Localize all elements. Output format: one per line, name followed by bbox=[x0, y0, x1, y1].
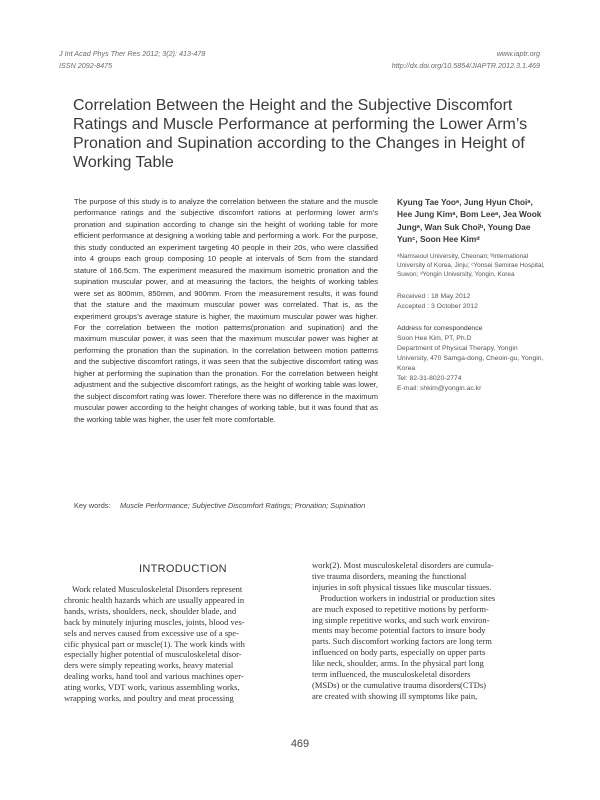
author-info bbox=[397, 196, 545, 394]
accepted-date: Accepted : 3 October 2012 bbox=[397, 302, 478, 310]
correspondence-name: Soon Hee Kim, PT, Ph.D bbox=[397, 334, 472, 342]
issn: ISSN 2092-8475 bbox=[59, 61, 113, 70]
intro-line: are much exposed to repetitive motions by perform- bbox=[312, 603, 489, 614]
intro-line: sels and nerves caused from excessive use of a spe- bbox=[64, 627, 239, 638]
journal-header-right bbox=[392, 48, 540, 72]
received-date: Received : 18 May 2012 bbox=[397, 292, 471, 300]
intro-line: Work related Musculoskeletal Disorders represent bbox=[72, 584, 243, 594]
correspondence bbox=[397, 324, 545, 395]
author-list: Kyung Tae Yooᵃ, Jung Hyun Choiᵃ, Hee Jung Kimᵃ, Bom Leeᵃ, Jea Wook Jungᵃ, Wan Suk Choiᵇ, Young Dae Yunᶜ, Soon Hee Kimᵈ bbox=[397, 197, 542, 245]
doi-link[interactable]: http://dx.doi.org/10.5854/JIAPTR.2012.3.1.469 bbox=[391, 61, 540, 70]
intro-line: dealing works, hand tool and various machines oper- bbox=[64, 671, 244, 682]
intro-line: especially higher potential of musculoskeletal disor- bbox=[64, 649, 242, 660]
intro-line: like neck, shoulder, arms. In the physical part long bbox=[312, 658, 484, 669]
paper-title: Correlation Between the Height and the Subjective Discomfort Ratings and Muscle Performance at performing the Lower Arm’s Pronation and Supination according to the Changes in Height of Working Table bbox=[73, 97, 528, 171]
intro-line: ing simple repetitive works, and such work environ- bbox=[312, 614, 490, 625]
keywords-label: Key words: bbox=[74, 501, 111, 510]
journal-header-left bbox=[59, 48, 205, 72]
intro-right-column bbox=[312, 560, 544, 702]
intro-line: term influenced, the musculoskeletal disorders bbox=[312, 669, 471, 680]
intro-line: (MSDs) or the cumulative trauma disorders(CTDs) bbox=[312, 679, 486, 690]
correspondence-heading: Address for correspondence bbox=[397, 324, 483, 332]
intro-line: tive trauma disorders, meaning the functional bbox=[312, 570, 467, 581]
intro-line: Production workers in industrial or production sites bbox=[320, 592, 496, 603]
intro-left-column bbox=[64, 584, 306, 704]
journal-citation: J Int Acad Phys Ther Res 2012; 3(2): 413-478 bbox=[59, 49, 206, 58]
intro-line: are created with showing ill symptoms like pain, bbox=[312, 690, 478, 701]
affiliations: ᵃNamseoul University, Cheonan; ᵇInternational University of Korea, Jinju; ᶜYonsei Semirae Hospital, Suwon; ᵈYongin University, Yongin, Korea bbox=[397, 252, 545, 279]
intro-line: work(2). Most musculoskeletal disorders are cumula- bbox=[312, 560, 494, 570]
website-link[interactable]: www.iaptr.org bbox=[496, 49, 540, 58]
dates bbox=[397, 292, 545, 312]
intro-line: hands, wrists, shoulders, neck, shoulder blade, and bbox=[64, 605, 237, 616]
intro-line: chronic health hazards which are usually appeared in bbox=[64, 594, 245, 605]
intro-line: influenced on body parts, especially on upper parts bbox=[312, 647, 486, 658]
correspondence-address: Department of Physical Therapy, Yongin University, 470 Samga-dong, Cheoin-gu, Yongin, Korea bbox=[397, 344, 544, 372]
intro-line: ments may become potential factors to insure body bbox=[312, 625, 486, 636]
intro-line: parts. Such discomfort working factors are long term bbox=[312, 636, 492, 647]
correspondence-email[interactable]: E-mail: shkim@yongin.ac.kr bbox=[397, 385, 482, 393]
introduction-heading: INTRODUCTION bbox=[139, 563, 227, 575]
intro-line: injuries in soft physical tissues like muscular tissues. bbox=[312, 581, 492, 592]
intro-line: wrapping works, and poultry and meat processing bbox=[64, 693, 234, 704]
intro-line: ders were simply repeating works, heavy material bbox=[64, 660, 234, 671]
page-number: 469 bbox=[290, 738, 310, 750]
intro-line: cific physical part or muscle(1). The work kinds with bbox=[64, 638, 245, 649]
correspondence-tel: Tel: 82-31-8020-2774 bbox=[397, 374, 462, 382]
keywords-text: Muscle Performance; Subjective Discomfort Ratings; Pronation; Supination bbox=[120, 501, 366, 510]
abstract: The purpose of this study is to analyze the correlation between the stature and the muscle performance ratings and the subjective discomfort rations at performing lower arm’s pronation and supination according to change sin the height of working table for more efficient performance at designing a working table and performing a work. For the purpose, this study conducted an experiment targeting 40 people in their 20s, who were classified into 4 groups each group composing 10 people at intervals of 5cm from the standard stature of 166.5cm. The experiment measured the maximum isometric pronation and the supination muscular power, and at measuring the factors, the heights of working tables were set as 800mm, 850mm, and 900mm. From the measurement results, it was found that the stature and the maximum muscular power was correlated. That is, as the experiment groups’s average stature is higher, the maximum muscular power was higher. For the correlation between the motion patterns(pronation and supination) and the maximum muscular power, it was seen that the maximum muscular power was higher at performing the pronation than the supination. In the correlation between motion patterns and the subjective discomfort ratings, it was seen that the subjective discomfort rating was higher at performing the supination than the pronation. For the correlation between height adjustment and the subjective discomfort ratings, as the height of working table was lower, the subject discomfort rating was lower. Therefore there was no difference in the maximum muscular power according to the height changes of working table, but it was found that as the working table was higher, the user felt more comfortable. bbox=[74, 197, 378, 424]
intro-line: ating works, VDT work, various assembling works, bbox=[64, 682, 240, 693]
intro-line: back by minutely injuring muscles, joints, blood ves- bbox=[64, 616, 245, 627]
